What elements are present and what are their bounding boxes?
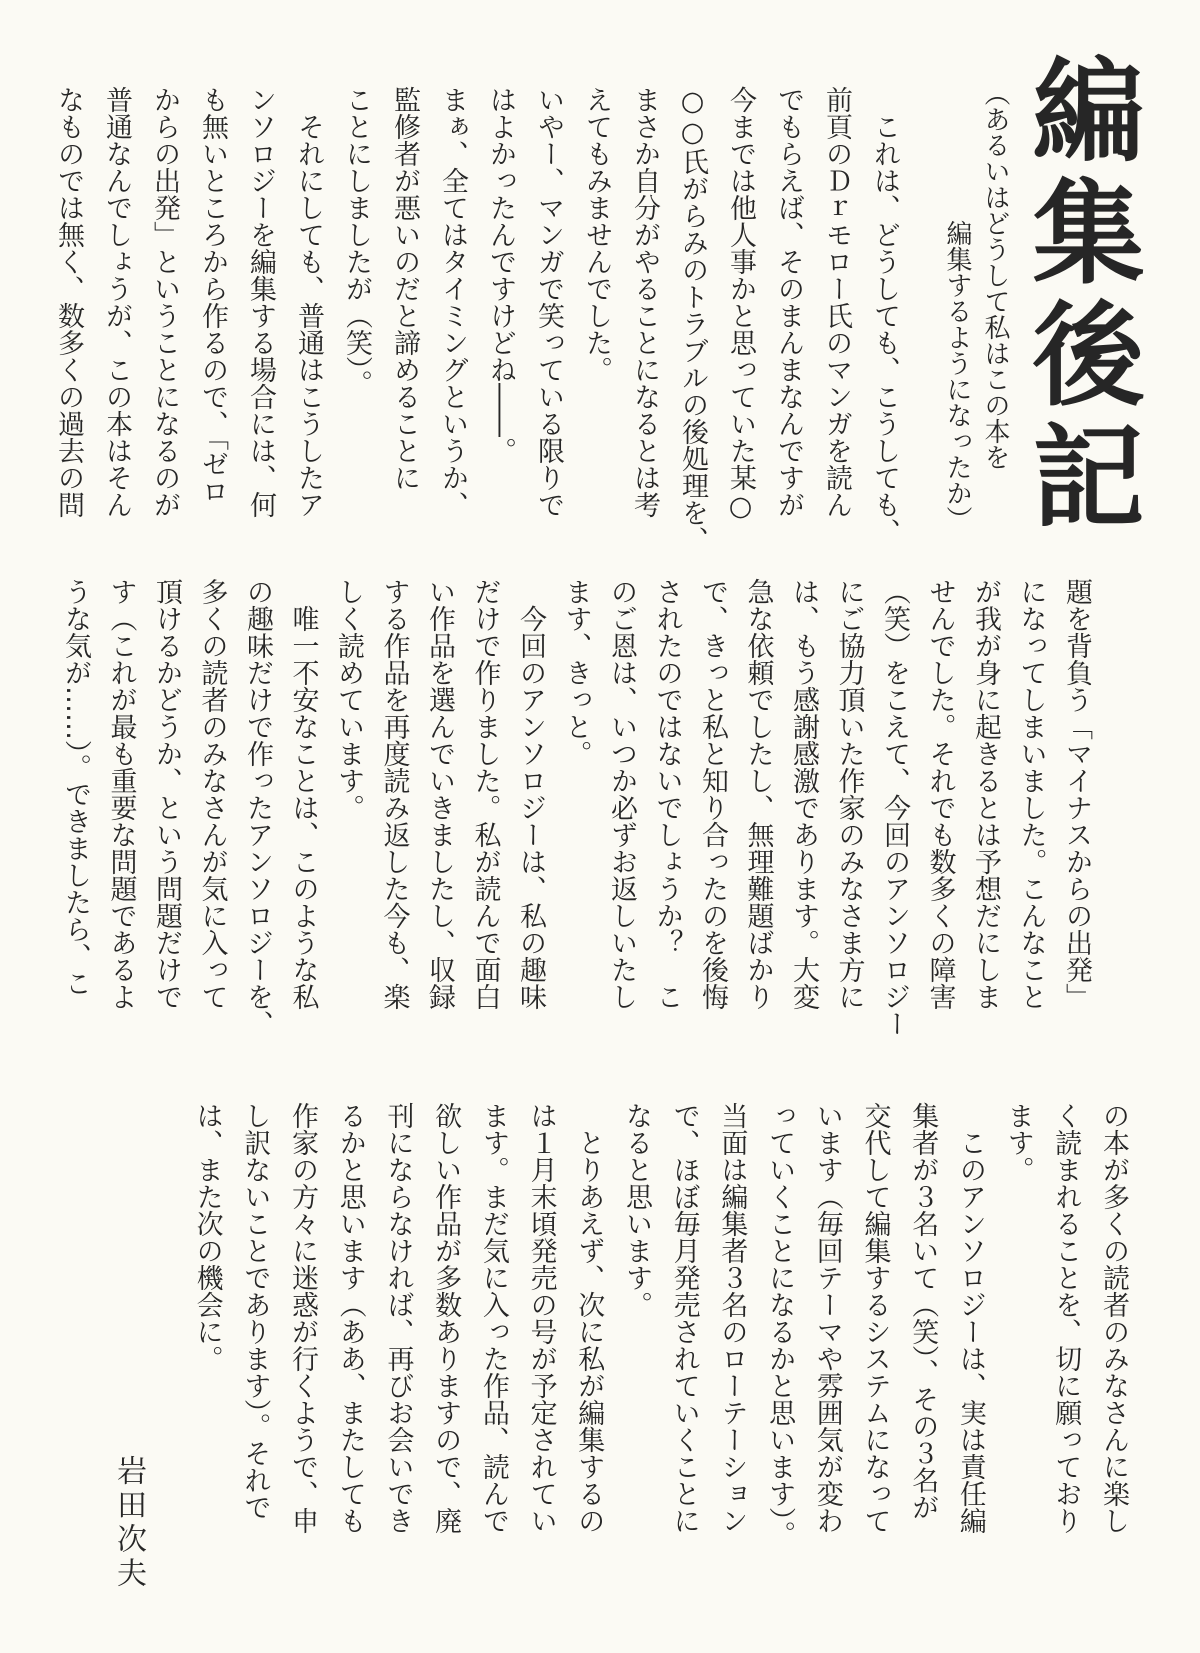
text-column: 集者が３名いて（笑）、その３名が [907, 1102, 939, 1521]
page-title: 編集後記 [1014, 52, 1144, 540]
text-column: 今までは他人事かと思っていた某○ [725, 86, 756, 522]
text-column: うな気が……）。できましたら、こ [60, 578, 91, 997]
text-column: 作家の方々に迷惑が行くようで、申 [287, 1102, 319, 1534]
text-column: なものでは無く、数多くの過去の問 [53, 86, 84, 518]
text-column: 急な依頼でしたし、無理難題ばかり [742, 578, 774, 1010]
text-column: っていくことになるかと思います）。 [764, 1102, 796, 1548]
text-column: は、もう感謝感激であります。大変 [788, 578, 819, 1010]
text-column: います（毎回テーマや雰囲気が変わ [811, 1102, 843, 1534]
text-column: それにしても、普通はこうしたア [293, 86, 324, 518]
text-column: のご恩は、いつか必ずお返しいたし [606, 578, 637, 1010]
body-section-middle [53, 578, 1100, 1058]
text-column: （笑）をこえて、今回のアンソロジー [879, 578, 910, 1037]
text-column: ンソロジーを編集する場合には、何 [245, 86, 276, 518]
text-column: い作品を選んでいきましたし、収録 [424, 578, 455, 1010]
text-column: する作品を再度読み返した今も、楽 [378, 578, 410, 1010]
text-column: の趣味だけで作ったアンソロジーを、 [242, 578, 273, 1037]
body-section-bottom [183, 1102, 1137, 1582]
text-column: ○○氏がらみのトラブルの後処理を、 [677, 86, 708, 553]
text-column: いやー、マンガで笑っている限りで [533, 86, 564, 518]
text-column: 刊にならなければ、再びお会いでき [382, 1102, 414, 1534]
text-column: このアンソロジーは、実は責任編 [954, 1102, 986, 1534]
author-signature: 岩田次夫 [111, 1455, 146, 1591]
text-column: 監修者が悪いのだと諦めることに [389, 86, 420, 491]
text-column: し訳ないことであります）。それで [239, 1102, 271, 1521]
text-column: 多くの読者のみなさんが気に入って [196, 578, 228, 1010]
text-column: が我が身に起きるとは予想だにしま [970, 578, 1001, 1010]
text-column: 前頁のＤｒモロー氏のマンガを読ん [821, 86, 852, 518]
text-column: るかと思います（ああ、またしても [334, 1102, 366, 1534]
text-column: えてもみませんでした。 [581, 86, 612, 383]
text-column: はよかったんですけどね――。 [485, 86, 516, 464]
text-column: 唯一不安なことは、このような私 [287, 578, 319, 1010]
text-column: 頂けるかどうか、という問題だけで [151, 578, 182, 1010]
text-column: せんでした。それでも数多くの障害 [924, 578, 956, 1010]
text-column: ます、きっと。 [560, 578, 592, 767]
text-column: は１月末頃発売の号が予定されてい [525, 1102, 557, 1534]
subtitle-line: （あるいはどうして私はこの本を [980, 80, 1010, 470]
text-column: だけで作りました。私が読んで面白 [469, 578, 501, 1010]
text-column: されたのではないでしょうか？ こ [651, 578, 683, 1010]
text-column: 普通なんでしょうが、この本はそん [101, 86, 132, 518]
subtitle-line: 編集するようになったか） [942, 220, 972, 532]
text-column: でもらえば、そのまんまなんですが [773, 86, 804, 518]
text-column: ます。 [1002, 1102, 1034, 1183]
text-column: 当面は編集者３名のローテーション [716, 1102, 748, 1534]
text-column: しく読めています。 [333, 578, 364, 821]
body-section-top [44, 86, 908, 561]
text-column: とりあえず、次に私が編集するの [573, 1102, 605, 1534]
text-column: にご協力頂いた作家のみなさま方に [833, 578, 865, 1010]
text-column: まさか自分がやることになるとは考 [629, 86, 660, 518]
text-column: これは、どうしても、こうしても、 [869, 86, 900, 545]
text-column: で、ほぼ毎月発売されていくことに [668, 1102, 700, 1534]
text-column: からの出発」ということになるのが [149, 86, 180, 518]
text-column: く読まれることを、切に願っており [1050, 1102, 1082, 1534]
text-column: 題を背負う「マイナスからの出発」 [1061, 578, 1092, 1010]
text-column: ことにしましたが（笑）。 [341, 86, 372, 397]
text-column: す（これが最も重要な問題であるよ [105, 578, 137, 1010]
text-column: になってしまいました。こんなこと [1015, 578, 1047, 1010]
text-column: なると思います。 [620, 1102, 652, 1318]
text-column: 交代して編集するシステムになって [859, 1102, 891, 1534]
text-column: 今回のアンソロジーは、私の趣味 [515, 578, 546, 1010]
text-column: 欲しい作品が多数ありますので、廃 [430, 1102, 462, 1534]
text-column: は、また次の機会に。 [191, 1102, 223, 1372]
text-column: まぁ、全てはタイミングというか、 [437, 86, 468, 518]
text-column: の本が多くの読者のみなさんに楽し [1098, 1102, 1129, 1534]
text-column: で、きっと私と知り合ったのを後悔 [697, 578, 728, 1010]
text-column: ます。まだ気に入った作品、読んで [477, 1102, 509, 1534]
text-column: も無いところから作るので、「ゼロ [197, 86, 228, 505]
subtitle [938, 80, 1014, 550]
